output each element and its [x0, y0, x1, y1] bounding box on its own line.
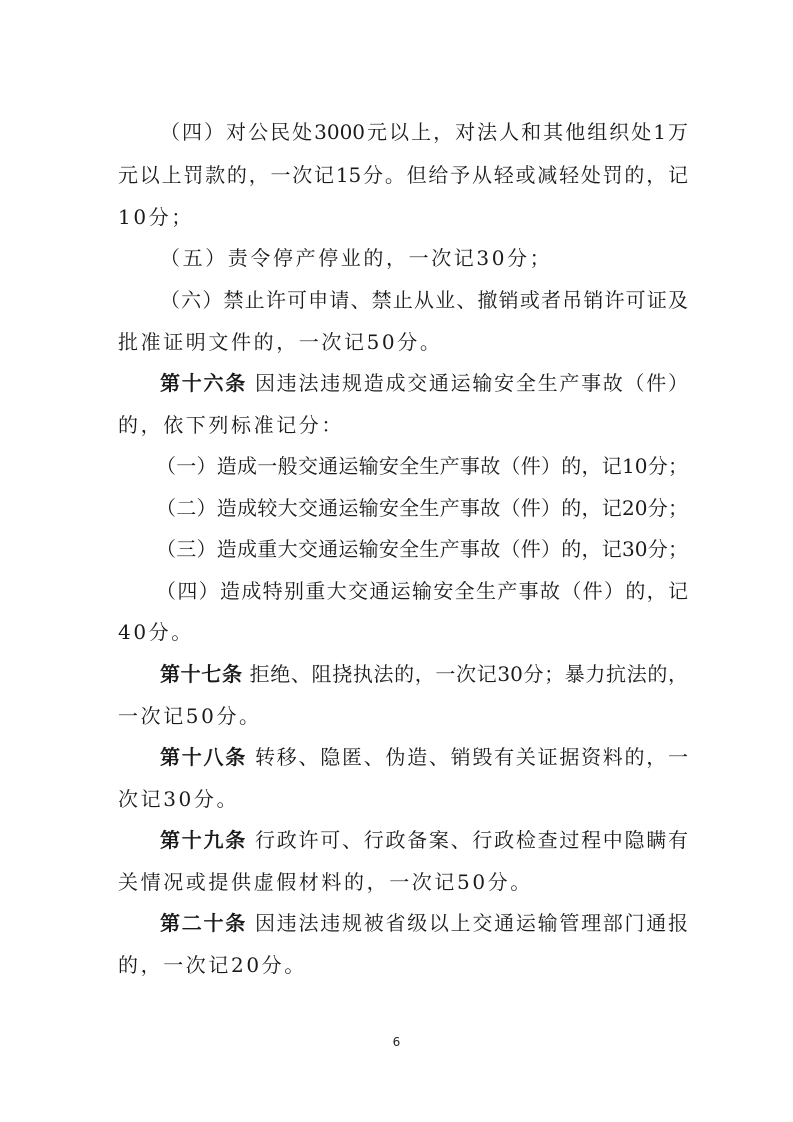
article-text: 因违法违规造成交通运输安全生产事故（件） — [246, 371, 689, 395]
article-19-first-line — [160, 820, 688, 860]
text-line: 批准证明文件的，一次记50分。 — [118, 330, 443, 354]
article-heading: 第十九条 — [160, 828, 247, 852]
text-line: 的，一次记20分。 — [118, 953, 307, 977]
article-text: 行政许可、行政备案、行政检查过程中隐瞒有 — [246, 828, 689, 852]
text-line: （四）对公民处3000元以上，对法人和其他组织处1万 — [160, 120, 688, 144]
text-line: 元以上罚款的，一次记15分。但给予从轻或减轻处罚的，记 — [118, 163, 688, 187]
text-line: 次记30分。 — [118, 787, 240, 811]
text-line: （一）造成一般交通运输安全生产事故（件）的，记10分； — [156, 454, 688, 478]
article-heading: 第十八条 — [160, 745, 247, 769]
article-18-first-line — [160, 737, 688, 777]
text-line: 一次记50分。 — [118, 704, 262, 728]
article-16-first-line — [160, 363, 688, 403]
article-17-first-line — [160, 654, 688, 694]
article-heading: 第二十条 — [160, 911, 247, 935]
text-line: （六）禁止许可申请、禁止从业、撤销或者吊销许可证及 — [160, 288, 688, 312]
article-text: 转移、隐匿、伪造、销毁有关证据资料的，一 — [246, 745, 689, 769]
text-line: 关情况或提供虚假材料的，一次记50分。 — [118, 870, 533, 894]
text-line: （三）造成重大交通运输安全生产事故（件）的，记30分； — [156, 537, 688, 561]
article-heading: 第十六条 — [160, 371, 247, 395]
article-text: 因违法违规被省级以上交通运输管理部门通报 — [246, 911, 689, 935]
article-text: 拒绝、阻挠执法的，一次记30分；暴力抗法的， — [242, 662, 688, 686]
text-line: （四）造成特别重大交通运输安全生产事故（件）的，记 — [156, 579, 688, 603]
text-line: 的，依下列标准记分： — [118, 413, 344, 437]
page-number: 6 — [392, 1035, 401, 1049]
text-line: 40分。 — [118, 620, 194, 644]
article-20-first-line — [160, 903, 688, 943]
text-line: 10分； — [118, 205, 194, 229]
text-line: （五）责令停产停业的，一次记30分； — [160, 246, 553, 270]
text-line: （二）造成较大交通运输安全生产事故（件）的，记20分； — [156, 496, 688, 520]
article-heading: 第十七条 — [160, 662, 243, 686]
